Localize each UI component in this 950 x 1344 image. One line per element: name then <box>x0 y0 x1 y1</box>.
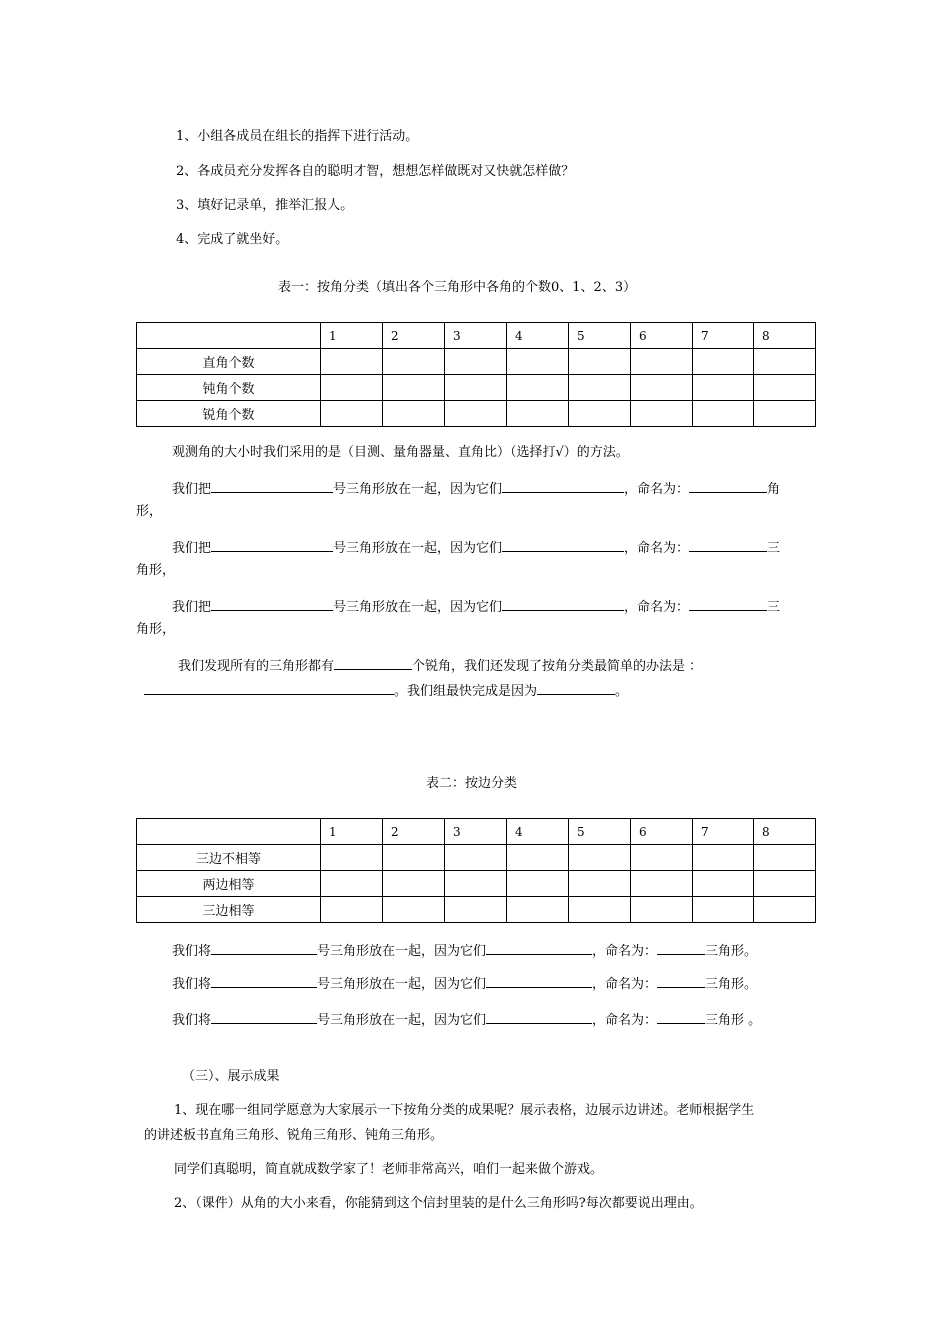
fill-blank[interactable] <box>537 680 615 695</box>
answer-cell[interactable] <box>507 871 569 897</box>
fill-blank[interactable] <box>502 478 624 493</box>
finding-text: 。我们组最快完成是因为 <box>394 684 538 699</box>
step-2: 2、各成员充分发挥各自的聪明才智，想想怎样做既对又快就怎样做？ <box>176 164 575 179</box>
sentence-text: 三 <box>767 600 781 615</box>
table2-col-6: 6 <box>631 819 693 845</box>
section3-heading: （三）、展示成果 <box>182 1069 280 1084</box>
finding-text: 。 <box>615 684 629 699</box>
answer-cell[interactable] <box>321 349 383 375</box>
answer-cell[interactable] <box>631 401 693 427</box>
row-label: 直角个数 <box>137 349 321 375</box>
answer-cell[interactable] <box>569 349 631 375</box>
finding-line-2 <box>144 680 628 701</box>
table1-col-3: 3 <box>445 323 507 349</box>
finding-line-1 <box>178 655 702 676</box>
answer-cell[interactable] <box>754 845 816 871</box>
sentence-text: 号三角形放在一起，因为它们 <box>317 1013 487 1028</box>
fill-blank[interactable] <box>211 940 317 955</box>
answer-cell[interactable] <box>321 897 383 923</box>
angle-classification-table <box>136 322 816 427</box>
angle-sentence-2 <box>172 537 780 558</box>
answer-cell[interactable] <box>445 845 507 871</box>
sentence-text: 号三角形放在一起，因为它们 <box>333 541 503 556</box>
sentence-text: 我们把 <box>172 482 212 497</box>
sentence-text: 我们将 <box>172 1013 212 1028</box>
answer-cell[interactable] <box>754 871 816 897</box>
answer-cell[interactable] <box>569 375 631 401</box>
fill-blank[interactable] <box>486 973 592 988</box>
row-label: 两边相等 <box>137 871 321 897</box>
fill-blank[interactable] <box>689 537 767 552</box>
table1-col-8: 8 <box>754 323 816 349</box>
sentence-text: 号三角形放在一起，因为它们 <box>333 600 503 615</box>
answer-cell[interactable] <box>631 897 693 923</box>
sentence-text: 我们将 <box>172 944 212 959</box>
answer-cell[interactable] <box>754 349 816 375</box>
section3-p3: 2、（课件）从角的大小来看，你能猜到这个信封里装的是什么三角形吗?每次都要说出理由。 <box>174 1196 703 1211</box>
answer-cell[interactable] <box>383 375 445 401</box>
section3-p1-line2: 的讲述板书直角三角形、锐角三角形、钝角三角形。 <box>144 1128 444 1143</box>
sentence-text: 我们将 <box>172 977 212 992</box>
answer-cell[interactable] <box>569 401 631 427</box>
step-1: 1、小组各成员在组长的指挥下进行活动。 <box>176 129 419 144</box>
sentence-text: 号三角形放在一起，因为它们 <box>317 944 487 959</box>
sentence-text: ，命名为： <box>624 600 690 615</box>
sentence-text: 三角形。 <box>705 944 758 959</box>
answer-cell[interactable] <box>321 401 383 427</box>
answer-cell[interactable] <box>321 845 383 871</box>
table2-row-isosceles <box>137 871 816 897</box>
table2-col-7: 7 <box>693 819 754 845</box>
step-3: 3、填好记录单，推举汇报人。 <box>176 198 354 213</box>
side-sentence-2 <box>172 973 757 994</box>
step-4: 4、完成了就坐好。 <box>176 232 289 247</box>
answer-cell[interactable] <box>631 349 693 375</box>
answer-cell[interactable] <box>631 375 693 401</box>
answer-cell[interactable] <box>507 401 569 427</box>
answer-cell[interactable] <box>507 845 569 871</box>
table1-col-6: 6 <box>631 323 693 349</box>
fill-blank[interactable] <box>657 1009 705 1024</box>
angle-sentence-3 <box>172 596 780 617</box>
finding-text: 个锐角，我们还发现了按角分类最简单的办法是 ： <box>412 659 703 674</box>
table1-corner-cell <box>137 323 321 349</box>
answer-cell[interactable] <box>321 871 383 897</box>
table2-caption: 表二：按边分类 <box>426 776 518 791</box>
table1-row-obtuse-angle <box>137 375 816 401</box>
row-label: 三边相等 <box>137 897 321 923</box>
answer-cell[interactable] <box>754 401 816 427</box>
section3-p2: 同学们真聪明，简直就成数学家了！老师非常高兴，咱们一起来做个游戏。 <box>174 1162 604 1177</box>
table1-col-2: 2 <box>383 323 445 349</box>
answer-cell[interactable] <box>569 897 631 923</box>
angle-sentence-1 <box>172 478 780 499</box>
fill-blank[interactable] <box>211 478 333 493</box>
fill-blank[interactable] <box>334 655 412 670</box>
answer-cell[interactable] <box>507 897 569 923</box>
fill-blank[interactable] <box>211 537 333 552</box>
table1-col-4: 4 <box>507 323 569 349</box>
sentence-text: 角 <box>767 482 781 497</box>
answer-cell[interactable] <box>383 845 445 871</box>
fill-blank[interactable] <box>486 1009 592 1024</box>
answer-cell[interactable] <box>445 871 507 897</box>
answer-cell[interactable] <box>445 401 507 427</box>
answer-cell[interactable] <box>754 375 816 401</box>
answer-cell[interactable] <box>693 897 754 923</box>
fill-blank[interactable] <box>502 596 624 611</box>
fill-blank[interactable] <box>689 596 767 611</box>
table1-caption: 表一：按角分类（填出各个三角形中各角的个数0、1、2、3） <box>278 280 637 295</box>
table1-row-acute-angle <box>137 401 816 427</box>
side-classification-table <box>136 818 816 923</box>
sentence-text: ，命名为： <box>624 482 690 497</box>
side-sentence-1 <box>172 940 757 961</box>
fill-blank[interactable] <box>486 940 592 955</box>
table2-col-3: 3 <box>445 819 507 845</box>
table2-corner-cell <box>137 819 321 845</box>
fill-blank[interactable] <box>689 478 767 493</box>
method-line: 观测角的大小时我们采用的是（目测、量角器量、直角比）（选择打√）的方法。 <box>172 445 629 460</box>
fill-blank[interactable] <box>502 537 624 552</box>
row-label: 钝角个数 <box>137 375 321 401</box>
answer-cell[interactable] <box>383 871 445 897</box>
section3-p1-line1: 1、现在哪一组同学愿意为大家展示一下按角分类的成果呢？展示表格，边展示边讲述。老师根据学生 <box>174 1103 755 1118</box>
row-label: 锐角个数 <box>137 401 321 427</box>
side-sentence-3 <box>172 1009 761 1030</box>
fill-blank[interactable] <box>211 973 317 988</box>
table2-header-row <box>137 819 816 845</box>
answer-cell[interactable] <box>569 871 631 897</box>
sentence-text: 号三角形放在一起，因为它们 <box>333 482 503 497</box>
table2-col-4: 4 <box>507 819 569 845</box>
sentence-text: 我们把 <box>172 541 212 556</box>
angle-sentence-3-wrap: 角形， <box>136 622 176 637</box>
answer-cell[interactable] <box>631 871 693 897</box>
sentence-text: 三角形。 <box>705 977 758 992</box>
answer-cell[interactable] <box>693 375 754 401</box>
sentence-text: ，命名为： <box>592 944 658 959</box>
answer-cell[interactable] <box>631 845 693 871</box>
sentence-text: 我们把 <box>172 600 212 615</box>
sentence-text: ，命名为： <box>592 977 658 992</box>
answer-cell[interactable] <box>693 871 754 897</box>
table1-col-7: 7 <box>693 323 754 349</box>
answer-cell[interactable] <box>383 349 445 375</box>
angle-sentence-2-wrap: 角形， <box>136 563 176 578</box>
table2-row-equilateral <box>137 897 816 923</box>
row-label: 三边不相等 <box>137 845 321 871</box>
table2-row-scalene <box>137 845 816 871</box>
table1-col-1: 1 <box>321 323 383 349</box>
sentence-text: 三角形 。 <box>705 1013 762 1028</box>
table2-col-8: 8 <box>754 819 816 845</box>
answer-cell[interactable] <box>507 349 569 375</box>
answer-cell[interactable] <box>507 375 569 401</box>
finding-text: 我们发现所有的三角形都有 <box>178 659 335 674</box>
sentence-text: ，命名为： <box>592 1013 658 1028</box>
sentence-text: 三 <box>767 541 781 556</box>
table1-header-row <box>137 323 816 349</box>
table2-col-1: 1 <box>321 819 383 845</box>
answer-cell[interactable] <box>383 401 445 427</box>
answer-cell[interactable] <box>445 897 507 923</box>
answer-cell[interactable] <box>383 897 445 923</box>
sentence-text: 号三角形放在一起，因为它们 <box>317 977 487 992</box>
table1-row-right-angle <box>137 349 816 375</box>
fill-blank[interactable] <box>211 596 333 611</box>
answer-cell[interactable] <box>754 897 816 923</box>
answer-cell[interactable] <box>321 375 383 401</box>
answer-cell[interactable] <box>445 375 507 401</box>
answer-cell[interactable] <box>445 349 507 375</box>
angle-sentence-1-wrap: 形， <box>136 504 163 519</box>
answer-cell[interactable] <box>693 401 754 427</box>
table1-col-5: 5 <box>569 323 631 349</box>
answer-cell[interactable] <box>569 845 631 871</box>
answer-cell[interactable] <box>693 845 754 871</box>
fill-blank[interactable] <box>657 973 705 988</box>
table2-col-5: 5 <box>569 819 631 845</box>
fill-blank[interactable] <box>211 1009 317 1024</box>
fill-blank[interactable] <box>144 680 394 695</box>
answer-cell[interactable] <box>693 349 754 375</box>
table2-col-2: 2 <box>383 819 445 845</box>
sentence-text: ，命名为： <box>624 541 690 556</box>
fill-blank[interactable] <box>657 940 705 955</box>
